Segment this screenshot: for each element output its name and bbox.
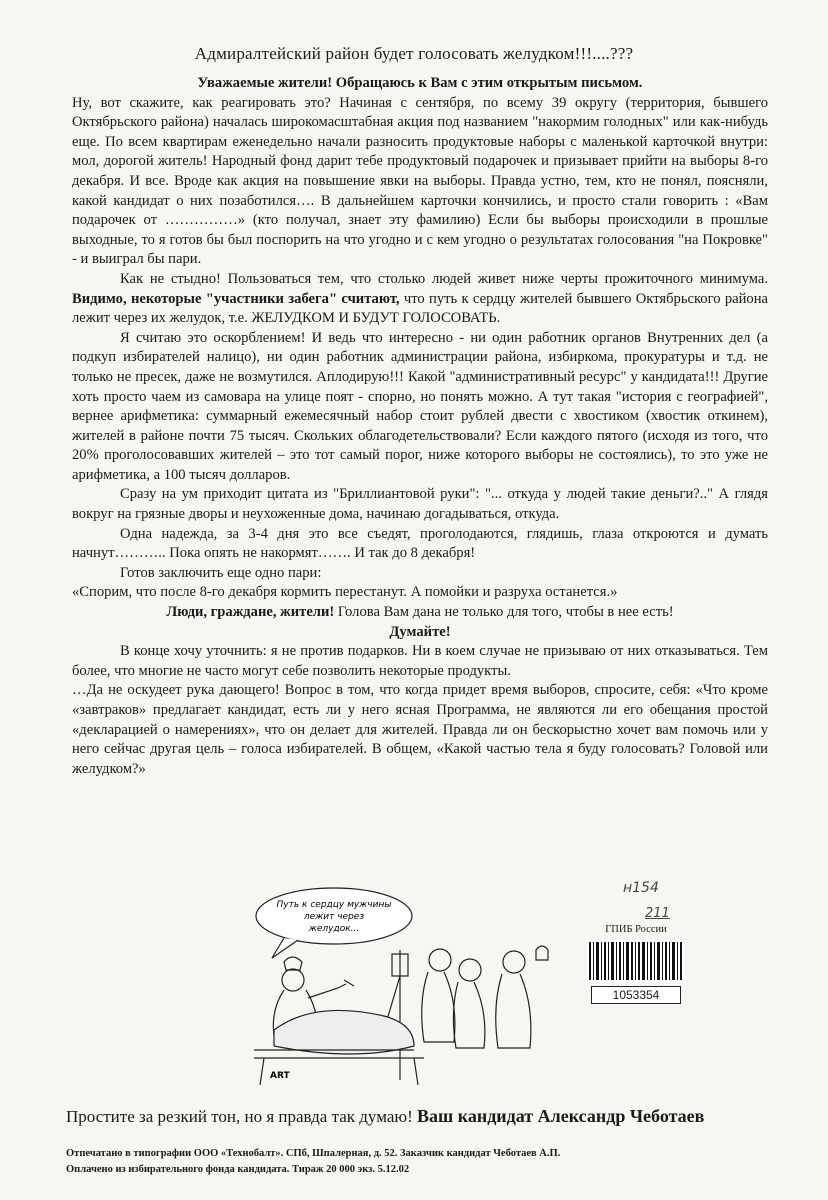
paragraph-5: Одна надежда, за 3-4 дня это все съедят, проголодаются, глядишь, глаза откроются и думать начнут……….. Пока опять не накормят……. И так до 8 декабря! xyxy=(72,525,768,562)
cartoon-signature: ART xyxy=(270,1071,290,1081)
paragraph-8-bold: Люди, граждане, жители! xyxy=(166,604,335,621)
paragraph-1: Ну, вот скажите, как реагировать это? Начиная с сентября, по всему 39 округу (территория, бывшего Октябрьского района) началась широкомасштабная акция под названием "накормим голодных" или как-нибудь еще. По всем квартирам еженедельно начали разносить продуктовые наборы с маленькой карточкой внутри: мол, дорогой житель! Народный фонд дарит тебе продуктовый подарочек и призывает прийти на выборы 8-го декабря. И все. Вроде как акция на повышение явки на выборы. Правда устно, тем, кто не понял, поясняли, какой кандидат о них позаботился…. В дальнейшем карточки кончились, и просто стали говорить : «Вам подарочек от ……………» (кто получал, знает эту фамилию) Если бы выборы происходили в прошлые выходные, то я готов бы был поспорить на что угодно и с кем угодно о результатах голосования "на Покровке" - и выиграл бы пари. xyxy=(72,94,768,268)
speech-line-1: Путь к сердцу мужчины xyxy=(276,900,392,910)
paragraph-9-think: Думайте! xyxy=(389,623,451,640)
print-imprint xyxy=(66,1146,786,1178)
speech-line-2: лежит через xyxy=(303,912,365,922)
footer-signature xyxy=(66,1106,796,1127)
imprint-line-2: Оплачено из избирательного фонда кандидата. Тираж 20 000 экз. 5.12.02 xyxy=(66,1164,410,1175)
paragraph-2-end: что путь к сердцу жителей бывшего Октябрьского района лежит через их желудок, т.е. ЖЕЛУДКОМ И БУДУТ ГОЛОСОВАТЬ. xyxy=(72,290,769,327)
surgeons-figures xyxy=(422,946,548,1048)
paragraph-10: В конце хочу уточнить: я не против подарков. Ни в коем случае не призываю от них отказываться. Тем более, что многие не часто могут себе позволить некоторые продукты. xyxy=(72,643,768,679)
barcode-icon xyxy=(587,940,685,982)
handwritten-mark-2: 211 xyxy=(645,906,670,921)
imprint-line-1: Отпечатано в типографии ООО «Технобалт». СПб, Шпалерная, д. 52. Заказчик кандидат Чеботаев А.П. xyxy=(66,1148,561,1159)
stamp-number: 1053354 xyxy=(591,986,681,1004)
paragraph-7-quote: «Спорим, что после 8-го декабря кормить перестанут. А помойки и разруха останется.» xyxy=(72,584,618,601)
letter-body xyxy=(72,74,768,779)
greeting-text: Уважаемые жители! Обращаюсь к Вам с этим открытым письмом xyxy=(197,75,639,91)
stamp-organization: ГПИБ России xyxy=(605,924,667,935)
speech-line-3: желудок... xyxy=(308,924,360,934)
library-stamp xyxy=(583,880,689,1010)
paragraph-8-rest: Голова Вам дана не только для того, чтобы в нее есть! xyxy=(337,604,674,621)
footer-candidate: Ваш кандидат Александр Чеботаев xyxy=(417,1106,705,1126)
page-title: Адмиралтейский район будет голосовать желудком!!!....??? xyxy=(194,44,634,63)
paragraph-2-bold: Видимо, некоторые "участники забега" считают, xyxy=(72,290,400,307)
greeting: Уважаемые жители! Обращаюсь к Вам с этим открытым письмом. xyxy=(197,75,643,91)
paragraph-3: Я считаю это оскорблением! И ведь что интересно - ни один работник органов Внутренних дел (а подкуп избирателей налицо), ни один работник администрации района, избиркома, прокуратуры и т.д. не только не пресек, даже не возмутился. Аплодирую!!! Какой "административный ресурс" у кандидата!!! Другие хоть просто чаем из самовара на улице поят - спорно, но понять можно. А тут такая "история с географией", вернее арифметика: суммарный ежемесячный набор стоит рублей двести с хвостиком (хвостик откинем), жителей в районе почти 75 тысяч. Скольких облагодетельствовали? Если каждого пятого (исходя из того, что 20% проголосовавших жителей – это тот самый порог, ниже которого выборы не состоялись), то это уже не арифметика, а 100 тысяч долларов. xyxy=(72,329,768,483)
paragraph-8 xyxy=(72,603,768,623)
footer-apology: Простите за резкий тон, но я правда так думаю! xyxy=(66,1107,413,1126)
paragraph-2-start: Как не стыдно! Пользоваться тем, что столько людей живет ниже черты прожиточного минимума. xyxy=(120,270,768,287)
handwritten-mark-1: н154 xyxy=(623,880,659,896)
iv-stand xyxy=(384,950,408,1080)
cartoon-illustration xyxy=(214,880,564,1090)
paragraph-2 xyxy=(72,270,768,329)
speech-bubble-tail xyxy=(272,938,298,958)
paragraph-11: …Да не оскудеет рука дающего! Вопрос в том, что когда придет время выборов, спросите, себя: «Что кроме «завтраков» предлагает кандидат, есть ли у него ясная Программа, не являются ли его обещания простой «декларацией о намерениях», что он делает для жителей. Правда ли он бескорыстно хочет вам помочь или у него сейчас другая цель – голоса избирателей. В общем, «Какой частью тела я буду голосовать? Головой или желудком?» xyxy=(72,682,768,777)
paragraph-6: Готов заключить еще одно пари: xyxy=(120,564,322,581)
paragraph-4: Сразу на ум приходит цитата из "Бриллиантовой руки": "... откуда у людей такие деньги?.." А глядя вокруг на грязные дворы и неухоженные дома, начинаю догадываться, откуда. xyxy=(72,486,768,523)
